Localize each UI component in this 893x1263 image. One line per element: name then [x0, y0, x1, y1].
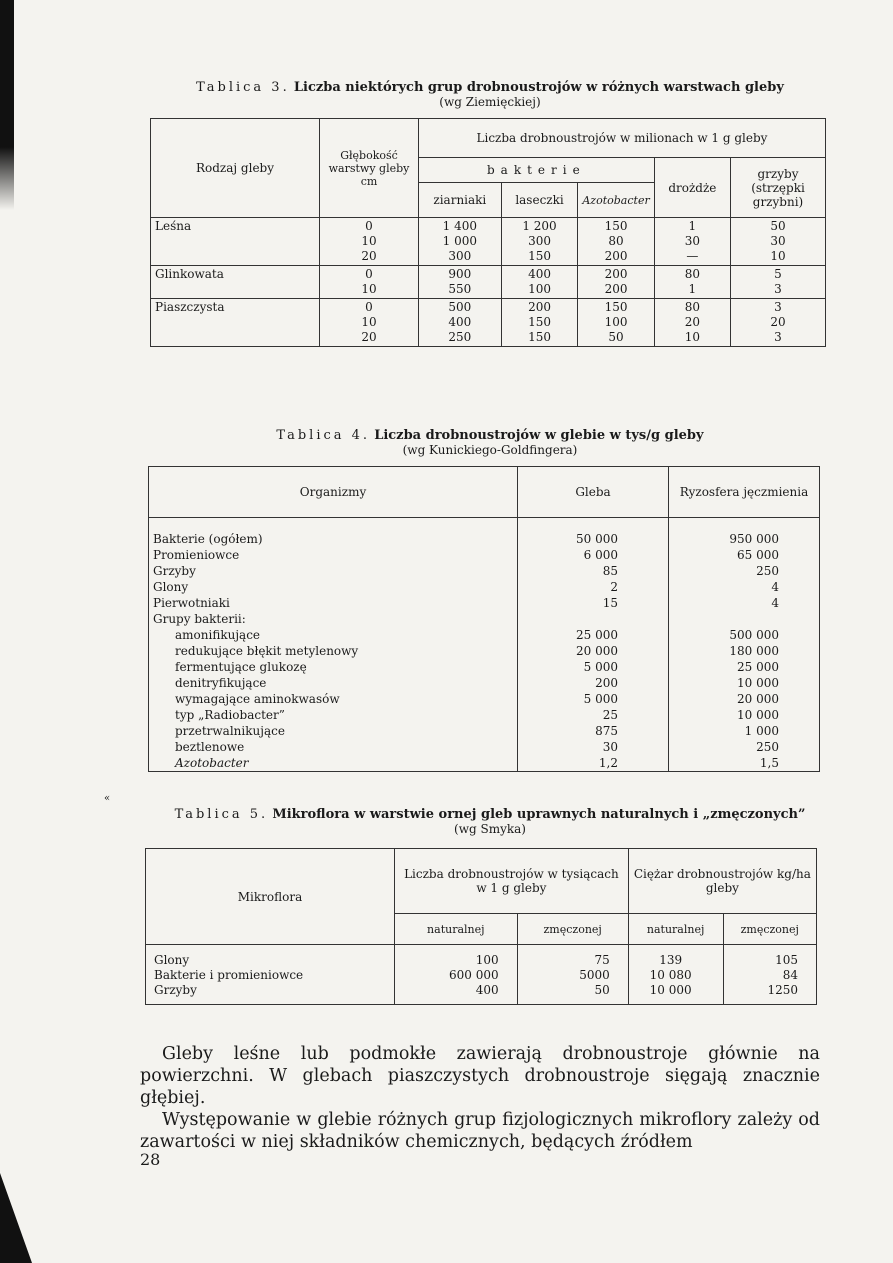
- organism-name: denitryfikujące: [149, 675, 518, 691]
- fungi-cell-value: 5: [774, 267, 782, 281]
- table3-header-depth: Głębokość warstwy gleby cm: [320, 119, 419, 218]
- organism-name: typ „Radiobacter”: [149, 707, 518, 723]
- rods-cell-value: 1 200: [522, 219, 557, 233]
- table-row: [149, 723, 820, 739]
- table-row: [149, 547, 820, 563]
- scan-edge-shadow-bottom: [0, 1173, 32, 1263]
- soil-type-cell: Piaszczysta: [151, 299, 320, 347]
- table5: [145, 848, 817, 1005]
- paragraph: Gleby leśne lub podmokłe zawierają drobnoustroje głównie na powierzchni. W glebach piaszczystych drobnoustroje sięgają znacznie głębiej.: [140, 1044, 820, 1108]
- organism-name: amonifikujące: [149, 627, 518, 643]
- cocci-cell: [419, 266, 502, 299]
- table3-header-azotobacter: Azotobacter: [578, 183, 654, 218]
- cocci-cell-value: 550: [448, 282, 472, 296]
- yeast-cell-value: 20: [684, 315, 700, 329]
- count-tired-cell: [517, 945, 628, 1005]
- count-tired-cell-value: 50: [594, 983, 610, 997]
- rhizosphere-value: 250: [669, 739, 820, 755]
- count-natural-cell-value: 100: [475, 953, 499, 967]
- depth-cell-value: 0: [365, 300, 373, 314]
- weight-tired-cell: [723, 945, 816, 1005]
- table-row: [149, 755, 820, 772]
- cocci-cell-value: 1 000: [442, 234, 478, 248]
- depth-cell-value: 10: [361, 315, 377, 329]
- rhizosphere-value: 10 000: [669, 707, 820, 723]
- rhizosphere-value: 65 000: [669, 547, 820, 563]
- azotobacter-cell-value: 50: [608, 330, 624, 344]
- organism-name: wymagające aminokwasów: [149, 691, 518, 707]
- table5-label: Tablica 5.: [174, 807, 269, 822]
- table5-header-microflora: Mikroflora: [146, 849, 395, 945]
- rods-cell-value: 150: [528, 249, 551, 263]
- soil-value: 15: [518, 595, 669, 611]
- table-row: [146, 945, 817, 1005]
- cocci-cell: [419, 299, 502, 347]
- soil-value: 2: [518, 579, 669, 595]
- rhizosphere-value: 1 000: [669, 723, 820, 739]
- soil-value: 200: [518, 675, 669, 691]
- rhizosphere-value: 4: [669, 579, 820, 595]
- count-tired-cell-value: 75: [594, 953, 610, 967]
- count-tired-cell-value: 5000: [579, 968, 610, 982]
- table3-body: [151, 218, 826, 347]
- table3-label: Tablica 3.: [196, 80, 290, 95]
- yeast-cell-value: 1: [688, 219, 697, 233]
- table-row: [149, 611, 820, 627]
- organism-name: Bakterie (ogółem): [149, 518, 518, 548]
- table-row: [149, 563, 820, 579]
- depth-cell-value: 20: [361, 249, 377, 263]
- table4-header-organisms: Organizmy: [149, 467, 518, 518]
- yeast-cell-value: 1: [688, 282, 697, 296]
- azotobacter-cell-value: 80: [608, 234, 624, 248]
- organism-name: fermentujące glukozę: [149, 659, 518, 675]
- table-row: [149, 739, 820, 755]
- count-natural-cell-value: 600 000: [448, 968, 499, 982]
- rods-cell-value: 200: [528, 300, 551, 314]
- depth-cell-value: 0: [365, 219, 373, 233]
- azotobacter-cell-value: 150: [604, 219, 628, 233]
- depth-cell: [320, 266, 419, 299]
- soil-type-cell: Glinkowata: [151, 266, 320, 299]
- table5-header-weight: Ciężar drobnoustrojów kg/ha gleby: [628, 849, 816, 914]
- rhizosphere-value: 500 000: [669, 627, 820, 643]
- yeast-cell-value: 80: [684, 267, 700, 281]
- table-row: [151, 299, 826, 347]
- stray-mark: «: [104, 793, 111, 804]
- count-natural-cell: [395, 945, 518, 1005]
- table-row: [149, 579, 820, 595]
- table-row: [149, 643, 820, 659]
- rhizosphere-value: 1,5: [669, 755, 820, 772]
- yeast-cell-value: —: [686, 249, 699, 263]
- table5-header-weight-tired: zmęczonej: [723, 914, 816, 945]
- fungi-cell-value: 3: [774, 282, 782, 296]
- weight-natural-cell-value: 10 080: [649, 968, 692, 982]
- table-row: [149, 691, 820, 707]
- rods-cell-value: 150: [528, 330, 551, 344]
- rods-cell-value: 150: [528, 315, 551, 329]
- fungi-cell-value: 3: [774, 300, 782, 314]
- table4-source: (wg Kunickiego-Goldfingera): [402, 443, 578, 457]
- table-row: [149, 675, 820, 691]
- organism-name: Grzyby: [149, 563, 518, 579]
- depth-cell: [320, 299, 419, 347]
- azotobacter-cell: [578, 266, 654, 299]
- weight-natural-cell-value: 10 000: [649, 983, 692, 997]
- rhizosphere-value: 25 000: [669, 659, 820, 675]
- table4-title: Liczba drobnoustrojów w glebie w tys/g gleby: [374, 428, 704, 443]
- yeast-cell: [654, 299, 730, 347]
- rhizosphere-value: 20 000: [669, 691, 820, 707]
- soil-value: 875: [518, 723, 669, 739]
- cocci-cell-value: 300: [448, 249, 472, 263]
- table3-source: (wg Ziemięckiej): [439, 95, 541, 109]
- microflora-cell-value: Glony: [154, 953, 190, 967]
- scan-edge-shadow: [0, 0, 14, 210]
- table5-body: [146, 945, 817, 1005]
- soil-value: 5 000: [518, 659, 669, 675]
- organism-name: Promieniowce: [149, 547, 518, 563]
- weight-tired-cell-value: 84: [782, 968, 798, 982]
- soil-value: 85: [518, 563, 669, 579]
- rhizosphere-value: 950 000: [669, 518, 820, 548]
- table3: [150, 118, 826, 347]
- paragraph: Występowanie w glebie różnych grup fizjologicznych mikroflory zależy od zawartości w niej składników chemicznych, będących źródłem: [140, 1110, 820, 1152]
- table3-header-bacteria: bakterie: [419, 158, 655, 183]
- azotobacter-cell: [578, 218, 654, 266]
- yeast-cell-value: 30: [684, 234, 700, 248]
- rods-cell-value: 400: [528, 267, 551, 281]
- table4-label: Tablica 4.: [276, 428, 371, 443]
- table-row: [149, 707, 820, 723]
- table4-header-rhizosphere: Ryzosfera jęczmienia: [669, 467, 820, 518]
- fungi-cell: [731, 266, 826, 299]
- cocci-cell: [419, 218, 502, 266]
- fungi-cell-value: 30: [770, 234, 786, 248]
- cocci-cell-value: 900: [448, 267, 472, 281]
- azotobacter-cell-value: 100: [604, 315, 628, 329]
- organism-name: beztlenowe: [149, 739, 518, 755]
- azotobacter-cell: [578, 299, 654, 347]
- rhizosphere-value: 250: [669, 563, 820, 579]
- microflora-cell-value: Bakterie i promieniowce: [154, 968, 304, 982]
- weight-natural-cell: [628, 945, 723, 1005]
- weight-natural-cell-value: 139: [659, 953, 683, 967]
- yeast-cell-value: 80: [684, 300, 700, 314]
- cocci-cell-value: 250: [448, 330, 472, 344]
- rhizosphere-value: [669, 611, 820, 627]
- table3-caption: [150, 80, 830, 110]
- organism-name: Grupy bakterii:: [149, 611, 518, 627]
- rhizosphere-value: 180 000: [669, 643, 820, 659]
- table-row: [149, 595, 820, 611]
- soil-value: 25: [518, 707, 669, 723]
- rhizosphere-value: 10 000: [669, 675, 820, 691]
- table3-title: Liczba niektórych grup drobnoustrojów w różnych warstwach gleby: [293, 80, 784, 95]
- table5-source: (wg Smyka): [454, 822, 526, 836]
- table5-header-count: Liczba drobnoustrojów w tysiącach w 1 g gleby: [395, 849, 629, 914]
- soil-value: 1,2: [518, 755, 669, 772]
- microflora-cell: [146, 945, 395, 1005]
- fungi-cell-value: 50: [770, 219, 786, 233]
- fungi-cell-value: 20: [770, 315, 786, 329]
- organism-name: redukujące błękit metylenowy: [149, 643, 518, 659]
- table5-header-count-tired: zmęczonej: [517, 914, 628, 945]
- table-row: [151, 266, 826, 299]
- soil-value: 6 000: [518, 547, 669, 563]
- table-row: [149, 659, 820, 675]
- table5-caption: [145, 807, 835, 837]
- depth-cell-value: 10: [361, 282, 377, 296]
- yeast-cell: [654, 218, 730, 266]
- rhizosphere-value: 4: [669, 595, 820, 611]
- cocci-cell-value: 1 400: [442, 219, 478, 233]
- table4: [148, 466, 820, 772]
- table-row: [149, 627, 820, 643]
- table3-header-cocci: ziarniaki: [419, 183, 502, 218]
- depth-cell-value: 20: [361, 330, 377, 344]
- azotobacter-cell-value: 200: [604, 267, 628, 281]
- weight-tired-cell-value: 105: [775, 953, 798, 967]
- rods-cell: [501, 266, 578, 299]
- soil-value: [518, 611, 669, 627]
- depth-cell-value: 10: [361, 234, 377, 248]
- fungi-cell-value: 3: [774, 330, 782, 344]
- azotobacter-cell-value: 150: [604, 300, 628, 314]
- organism-name: przetrwalnikujące: [149, 723, 518, 739]
- table-row: [151, 218, 826, 266]
- soil-type-cell: Leśna: [151, 218, 320, 266]
- depth-cell-value: 0: [365, 267, 373, 281]
- cocci-cell-value: 400: [448, 315, 472, 329]
- table3-header-count: Liczba drobnoustrojów w milionach w 1 g gleby: [419, 119, 826, 158]
- fungi-cell-value: 10: [770, 249, 786, 263]
- table5-title: Mikroflora w warstwie ornej gleb uprawnych naturalnych i „zmęczonych”: [272, 807, 806, 822]
- page-number: 28: [140, 1150, 161, 1169]
- soil-value: 50 000: [518, 518, 669, 548]
- soil-value: 5 000: [518, 691, 669, 707]
- body-text: [140, 1043, 820, 1153]
- table3-header-fungi: grzyby (strzępki grzybni): [731, 158, 826, 218]
- table3-header-rods: laseczki: [501, 183, 578, 218]
- table4-header-soil: Gleba: [518, 467, 669, 518]
- organism-name: Glony: [149, 579, 518, 595]
- soil-value: 30: [518, 739, 669, 755]
- fungi-cell: [731, 299, 826, 347]
- azotobacter-cell-value: 200: [604, 282, 628, 296]
- rods-cell-value: 300: [528, 234, 551, 248]
- weight-tired-cell-value: 1250: [767, 983, 798, 997]
- rods-cell: [501, 299, 578, 347]
- azotobacter-cell-value: 200: [604, 249, 628, 263]
- table4-body: [149, 518, 820, 772]
- depth-cell: [320, 218, 419, 266]
- table4-caption: [150, 428, 830, 458]
- table-row: [149, 518, 820, 548]
- microflora-cell-value: Grzyby: [154, 983, 197, 997]
- fungi-cell: [731, 218, 826, 266]
- table5-header-weight-natural: naturalnej: [628, 914, 723, 945]
- count-natural-cell-value: 400: [475, 983, 499, 997]
- yeast-cell: [654, 266, 730, 299]
- table5-header-count-natural: naturalnej: [395, 914, 518, 945]
- organism-name: Pierwotniaki: [149, 595, 518, 611]
- table3-header-soil: Rodzaj gleby: [151, 119, 320, 218]
- table3-header-yeast: drożdże: [654, 158, 730, 218]
- yeast-cell-value: 10: [684, 330, 700, 344]
- organism-name: Azotobacter: [149, 755, 518, 772]
- rods-cell: [501, 218, 578, 266]
- cocci-cell-value: 500: [448, 300, 472, 314]
- rods-cell-value: 100: [528, 282, 551, 296]
- soil-value: 20 000: [518, 643, 669, 659]
- soil-value: 25 000: [518, 627, 669, 643]
